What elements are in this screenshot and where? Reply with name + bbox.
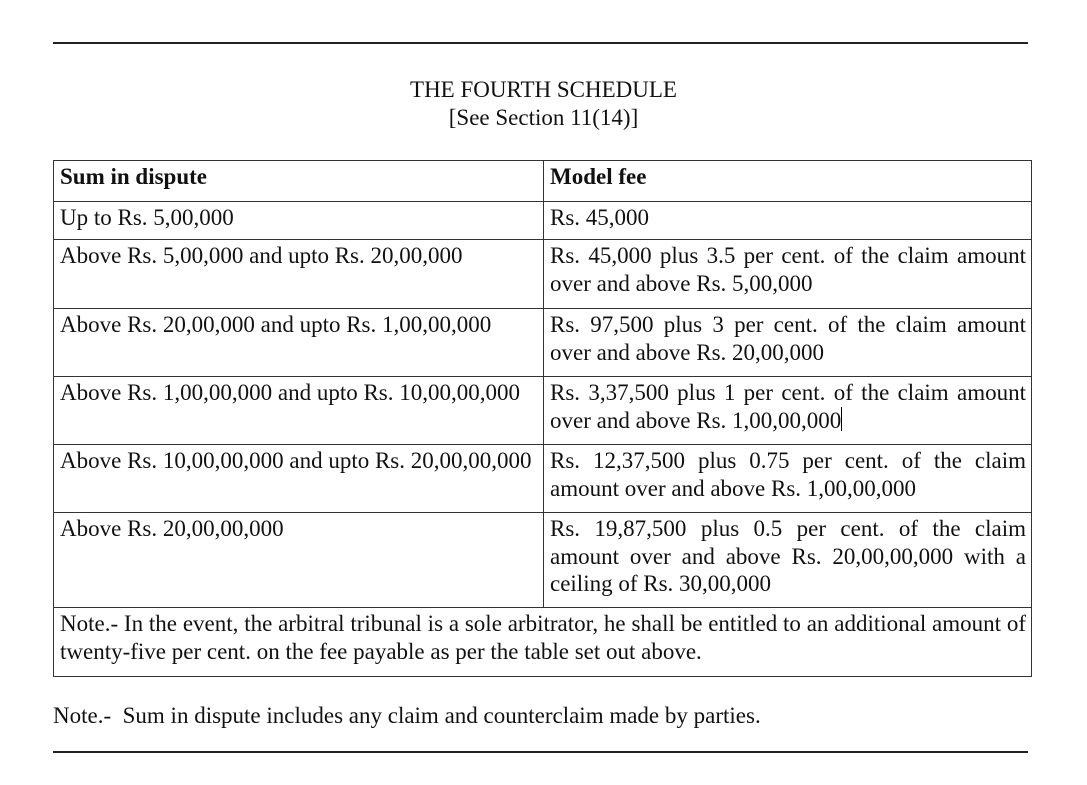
table-row <box>54 445 1032 513</box>
schedule-subtitle: [See Section 11(14)] <box>448 105 639 130</box>
table-row <box>54 309 1032 377</box>
header-fee: Model fee <box>544 161 1032 202</box>
fee-cell: Rs. 45,000 plus 3.5 per cent. of the claim amount over and above Rs. 5,00,000 <box>544 240 1032 309</box>
table-note-row <box>54 608 1032 677</box>
fee-cell: Rs. 45,000 <box>544 202 1032 240</box>
fee-cell: Rs. 19,87,500 plus 0.5 per cent. of the claim amount over and above Rs. 20,00,00,000 with a ceiling of Rs. 30,00,000 <box>544 513 1032 608</box>
table-note: Note.- In the event, the arbitral tribunal is a sole arbitrator, he shall be entitled to an additional amount of twenty-five per cent. on the fee payable as per the table set out above. <box>54 608 1032 677</box>
sum-cell: Above Rs. 10,00,00,000 and upto Rs. 20,00,00,000 <box>54 445 544 513</box>
table-header-row <box>54 161 1032 202</box>
header-sum: Sum in dispute <box>54 161 544 202</box>
fee-cell[interactable] <box>544 377 1032 445</box>
table-row <box>54 202 1032 240</box>
fee-text: Rs. 3,37,500 plus 1 per cent. of the claim amount over and above Rs. 1,00,00,000 <box>550 380 1026 433</box>
table-row <box>54 240 1032 309</box>
text-cursor <box>841 407 842 431</box>
sum-cell: Above Rs. 20,00,00,000 <box>54 513 544 608</box>
table-row <box>54 513 1032 608</box>
sum-cell: Above Rs. 20,00,000 and upto Rs. 1,00,00,000 <box>54 309 544 377</box>
table-row <box>54 377 1032 445</box>
fee-table <box>53 160 1032 677</box>
fee-cell: Rs. 97,500 plus 3 per cent. of the claim amount over and above Rs. 20,00,000 <box>544 309 1032 377</box>
sum-cell: Up to Rs. 5,00,000 <box>54 202 544 240</box>
top-rule <box>53 42 1028 44</box>
sum-cell: Above Rs. 5,00,000 and upto Rs. 20,00,000 <box>54 240 544 309</box>
bottom-rule <box>53 751 1028 753</box>
fee-cell: Rs. 12,37,500 plus 0.75 per cent. of the claim amount over and above Rs. 1,00,00,000 <box>544 445 1032 513</box>
schedule-title: THE FOURTH SCHEDULE <box>410 77 677 102</box>
footer-note: Note.- Sum in dispute includes any claim and counterclaim made by parties. <box>53 703 761 728</box>
sum-cell: Above Rs. 1,00,00,000 and upto Rs. 10,00,00,000 <box>54 377 544 445</box>
